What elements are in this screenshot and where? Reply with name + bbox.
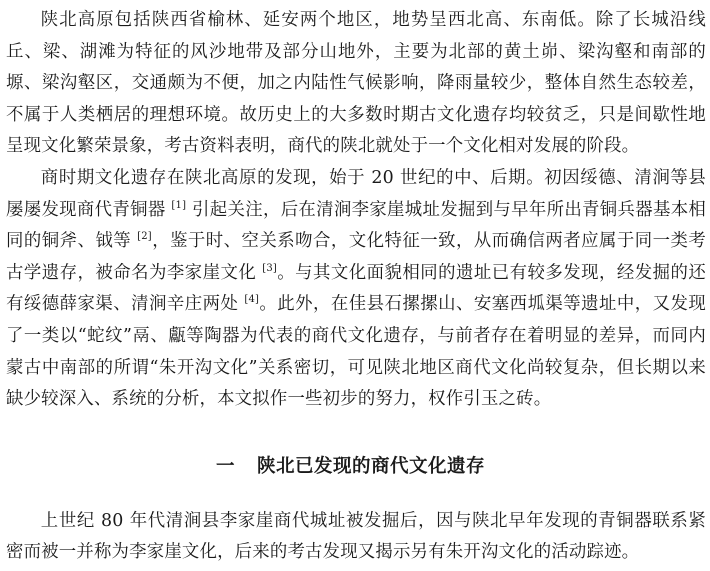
paragraph-geography: 陕北高原包括陕西省榆林、延安两个地区，地势呈西北高、东南低。除了长城沿线丘、梁、湖滩为特征的风沙地带及部分山地外，主要为北部的黄土峁、梁沟壑和南部的塬、梁沟壑区，交通颇为不便，加之内陆性气候影响，降雨量较少，整体自然生态较差，不属于人类栖居的理想环境。故历史上的大多数时期古文化遗存均较贫乏，只是间歇性地呈现文化繁荣景象，考古资料表明，商代的陕北就处于一个文化相对发展的阶段。 (6, 10, 706, 157)
section-title: 陕北已发现的商代文化遗存 (257, 455, 486, 477)
paragraph-text: 。此外，在佳县石摞摞山、安塞西坬渠等遗址中，又发现了一类以“蛇纹”鬲、甗等陶器为代表的商代文化遗存，与前者存在着明显的差异，而同内蒙古中南部的所谓“朱开沟文化”关系密切，可见陕北地区商代文化尚较复杂，但长期以来缺少较深入、系统的分析，本文拟作一些初步的努力，权作引玉之砖。 (6, 294, 706, 410)
paragraph-text: ，鉴于时、空关系吻合，文化特征一致，从而确信两者应属于同一类考古学遗存，被命名为李家崖文化 (6, 231, 706, 283)
document-page (6, 0, 706, 569)
paragraph-text: 。与其文化面貌相同的遗址已有较多发现，经发掘的还有绥德薛家渠、清涧辛庄两处 (6, 262, 706, 315)
reference-marker: [1] (171, 199, 187, 211)
reference-marker: [3] (262, 262, 278, 274)
reference-marker: [4] (244, 294, 260, 306)
paragraph-section-intro: 上世纪 80 年代清涧县李家崖商代城址被发掘后，因与陕北早年发现的青铜器联系紧密而被一并称为李家崖文化，后来的考古发现又揭示另有朱开沟文化的活动踪迹。 (6, 510, 706, 563)
section-number: 一 (216, 455, 236, 477)
reference-marker: [2] (137, 231, 152, 243)
section-heading (6, 452, 706, 482)
paragraph-text: 商时期文化遗存在陕北高原的发现，始于 20 世纪的中、后期。初因绥德、清涧等县屡屡发现商代青铜器 (6, 167, 706, 220)
paragraph-text: 引起关注，后在清涧李家崖城址发掘到与早年所出青铜兵器基本相同的铜斧、钺等 (6, 199, 707, 252)
paragraph-discovery-history (6, 163, 706, 416)
